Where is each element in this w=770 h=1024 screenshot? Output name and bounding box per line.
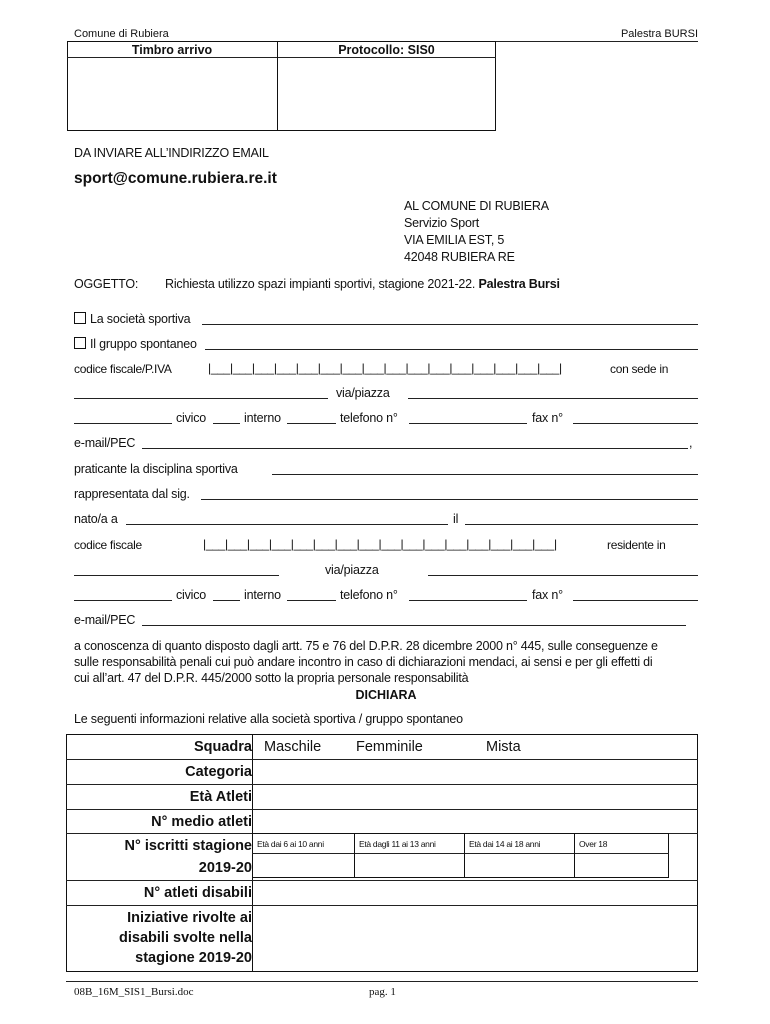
rappresentata-field[interactable] bbox=[201, 499, 698, 500]
cf-boxes[interactable]: |___|___|___|___|___|___|___|___|___|___|___|___|___|___|___|___| bbox=[203, 537, 557, 551]
gruppo-field[interactable] bbox=[205, 349, 698, 350]
telefono-label: telefono n° bbox=[340, 411, 398, 425]
email-pec-comma: , bbox=[689, 436, 693, 450]
rappresentata-label: rappresentata dal sig. bbox=[74, 487, 190, 501]
nato-label: nato/a a bbox=[74, 512, 118, 526]
send-to-email[interactable]: sport@comune.rubiera.re.it bbox=[74, 170, 277, 187]
email-pec2-label: e-mail/PEC bbox=[74, 613, 136, 627]
subject-bold: Palestra Bursi bbox=[478, 277, 560, 291]
via-piazza2-label: via/piazza bbox=[325, 563, 379, 577]
disabili-label: N° atleti disabili bbox=[143, 885, 252, 901]
email-pec-field[interactable] bbox=[142, 448, 688, 449]
telefono2-label: telefono n° bbox=[340, 588, 398, 602]
option-femminile[interactable]: Femminile bbox=[356, 739, 423, 755]
via-piazza-field[interactable] bbox=[408, 398, 698, 399]
societa-checkbox[interactable] bbox=[74, 312, 86, 324]
declaration-line3: cui all’art. 47 del D.P.R. 445/2000 sotto la propria personale responsabilità bbox=[74, 671, 469, 685]
recipient-line2: Servizio Sport bbox=[404, 216, 480, 230]
telefono2-field[interactable] bbox=[409, 600, 527, 601]
iniziative-label-3: stagione 2019-20 bbox=[135, 950, 252, 966]
send-to-label: DA INVIARE ALL’INDIRIZZO EMAIL bbox=[74, 146, 269, 160]
recipient-line1: AL COMUNE DI RUBIERA bbox=[404, 199, 549, 213]
fax-field[interactable] bbox=[573, 423, 698, 424]
telefono-field[interactable] bbox=[409, 423, 527, 424]
declaration-line1: a conoscenza di quanto disposto dagli artt. 75 e 76 del D.P.R. 28 dicembre 2000 n° 445, sulle conseguenze e bbox=[74, 639, 658, 653]
footer-filename: 08B_16M_SIS1_Bursi.doc bbox=[74, 986, 194, 998]
subject-main: Richiesta utilizzo spazi impianti sportivi, stagione 2021-22. bbox=[165, 277, 476, 291]
civico-field[interactable] bbox=[213, 423, 240, 424]
fax-label: fax n° bbox=[532, 411, 563, 425]
civico-label: civico bbox=[176, 411, 207, 425]
subject-text bbox=[165, 277, 560, 291]
societa-field[interactable] bbox=[202, 324, 698, 325]
data-nascita-field[interactable] bbox=[465, 524, 698, 525]
eta-atleti-label: Età Atleti bbox=[189, 789, 252, 805]
cf-piva-label: codice fiscale/P.IVA bbox=[74, 362, 172, 376]
gruppo-checkbox[interactable] bbox=[74, 337, 86, 349]
footer-rule bbox=[66, 981, 698, 982]
interno-field[interactable] bbox=[287, 423, 336, 424]
declaration-line2: sulle responsabilità penali cui può andare incontro in caso di dichiarazioni mendaci, ai sensi e per gli effetti di bbox=[74, 655, 653, 669]
categoria-label: Categoria bbox=[185, 764, 252, 780]
subject-label: OGGETTO: bbox=[74, 277, 139, 291]
header-right: Palestra BURSI bbox=[620, 28, 698, 40]
civico2-label: civico bbox=[176, 588, 207, 602]
footer-page: pag. 1 bbox=[369, 986, 396, 998]
age-group-0: Età dai 6 ai 10 anni bbox=[257, 839, 324, 849]
nato-field[interactable] bbox=[126, 524, 448, 525]
residente-label: residente in bbox=[607, 538, 666, 552]
squadra-label: Squadra bbox=[193, 739, 252, 755]
address-field[interactable] bbox=[74, 423, 172, 424]
dichiara-title: DICHIARA bbox=[355, 688, 417, 702]
interno-label: interno bbox=[244, 411, 281, 425]
declaration-intro: Le seguenti informazioni relative alla società sportiva / gruppo spontaneo bbox=[74, 712, 463, 726]
fax2-field[interactable] bbox=[573, 600, 698, 601]
disciplina-label: praticante la disciplina sportiva bbox=[74, 462, 238, 476]
via-piazza2-field[interactable] bbox=[428, 575, 698, 576]
age-group-1: Età dagli 11 ai 13 anni bbox=[359, 839, 436, 849]
fax2-label: fax n° bbox=[532, 588, 563, 602]
address2-field[interactable] bbox=[74, 600, 172, 601]
timbro-title: Timbro arrivo bbox=[131, 43, 213, 57]
residenza-field[interactable] bbox=[74, 575, 279, 576]
interno2-label: interno bbox=[244, 588, 281, 602]
protocollo-title: Protocollo: SIS0 bbox=[338, 43, 435, 57]
interno2-field[interactable] bbox=[287, 600, 336, 601]
cf-piva-boxes[interactable]: |___|___|___|___|___|___|___|___|___|___|___|___|___|___|___|___| bbox=[208, 361, 562, 375]
iscritti-label-1: N° iscritti stagione bbox=[124, 838, 252, 854]
age-group-2: Età dai 14 ai 18 anni bbox=[469, 839, 541, 849]
recipient-line3: VIA EMILIA EST, 5 bbox=[404, 233, 505, 247]
societa-row bbox=[74, 312, 190, 326]
header-left: Comune di Rubiera bbox=[74, 28, 169, 40]
iniziative-label-1: Iniziative rivolte ai bbox=[127, 910, 252, 926]
via-piazza-label: via/piazza bbox=[336, 386, 390, 400]
iscritti-label-2: 2019-20 bbox=[198, 860, 252, 876]
gruppo-label: Il gruppo spontaneo bbox=[90, 337, 197, 351]
gruppo-row bbox=[74, 337, 197, 351]
disciplina-field[interactable] bbox=[272, 474, 698, 475]
recipient-line4: 42048 RUBIERA RE bbox=[404, 250, 515, 264]
civico2-field[interactable] bbox=[213, 600, 240, 601]
option-maschile[interactable]: Maschile bbox=[264, 739, 322, 755]
societa-label: La società sportiva bbox=[90, 312, 191, 326]
cf-label: codice fiscale bbox=[74, 538, 142, 552]
option-mista[interactable]: Mista bbox=[486, 739, 521, 755]
con-sede-label: con sede in bbox=[610, 362, 669, 376]
medio-atleti-label: N° medio atleti bbox=[151, 814, 252, 830]
email-pec2-field[interactable] bbox=[142, 625, 686, 626]
age-group-3: Over 18 bbox=[579, 839, 608, 849]
il-label: il bbox=[453, 512, 459, 526]
email-pec-label: e-mail/PEC bbox=[74, 436, 136, 450]
iniziative-label-2: disabili svolte nella bbox=[119, 930, 252, 946]
sede-field[interactable] bbox=[74, 398, 328, 399]
